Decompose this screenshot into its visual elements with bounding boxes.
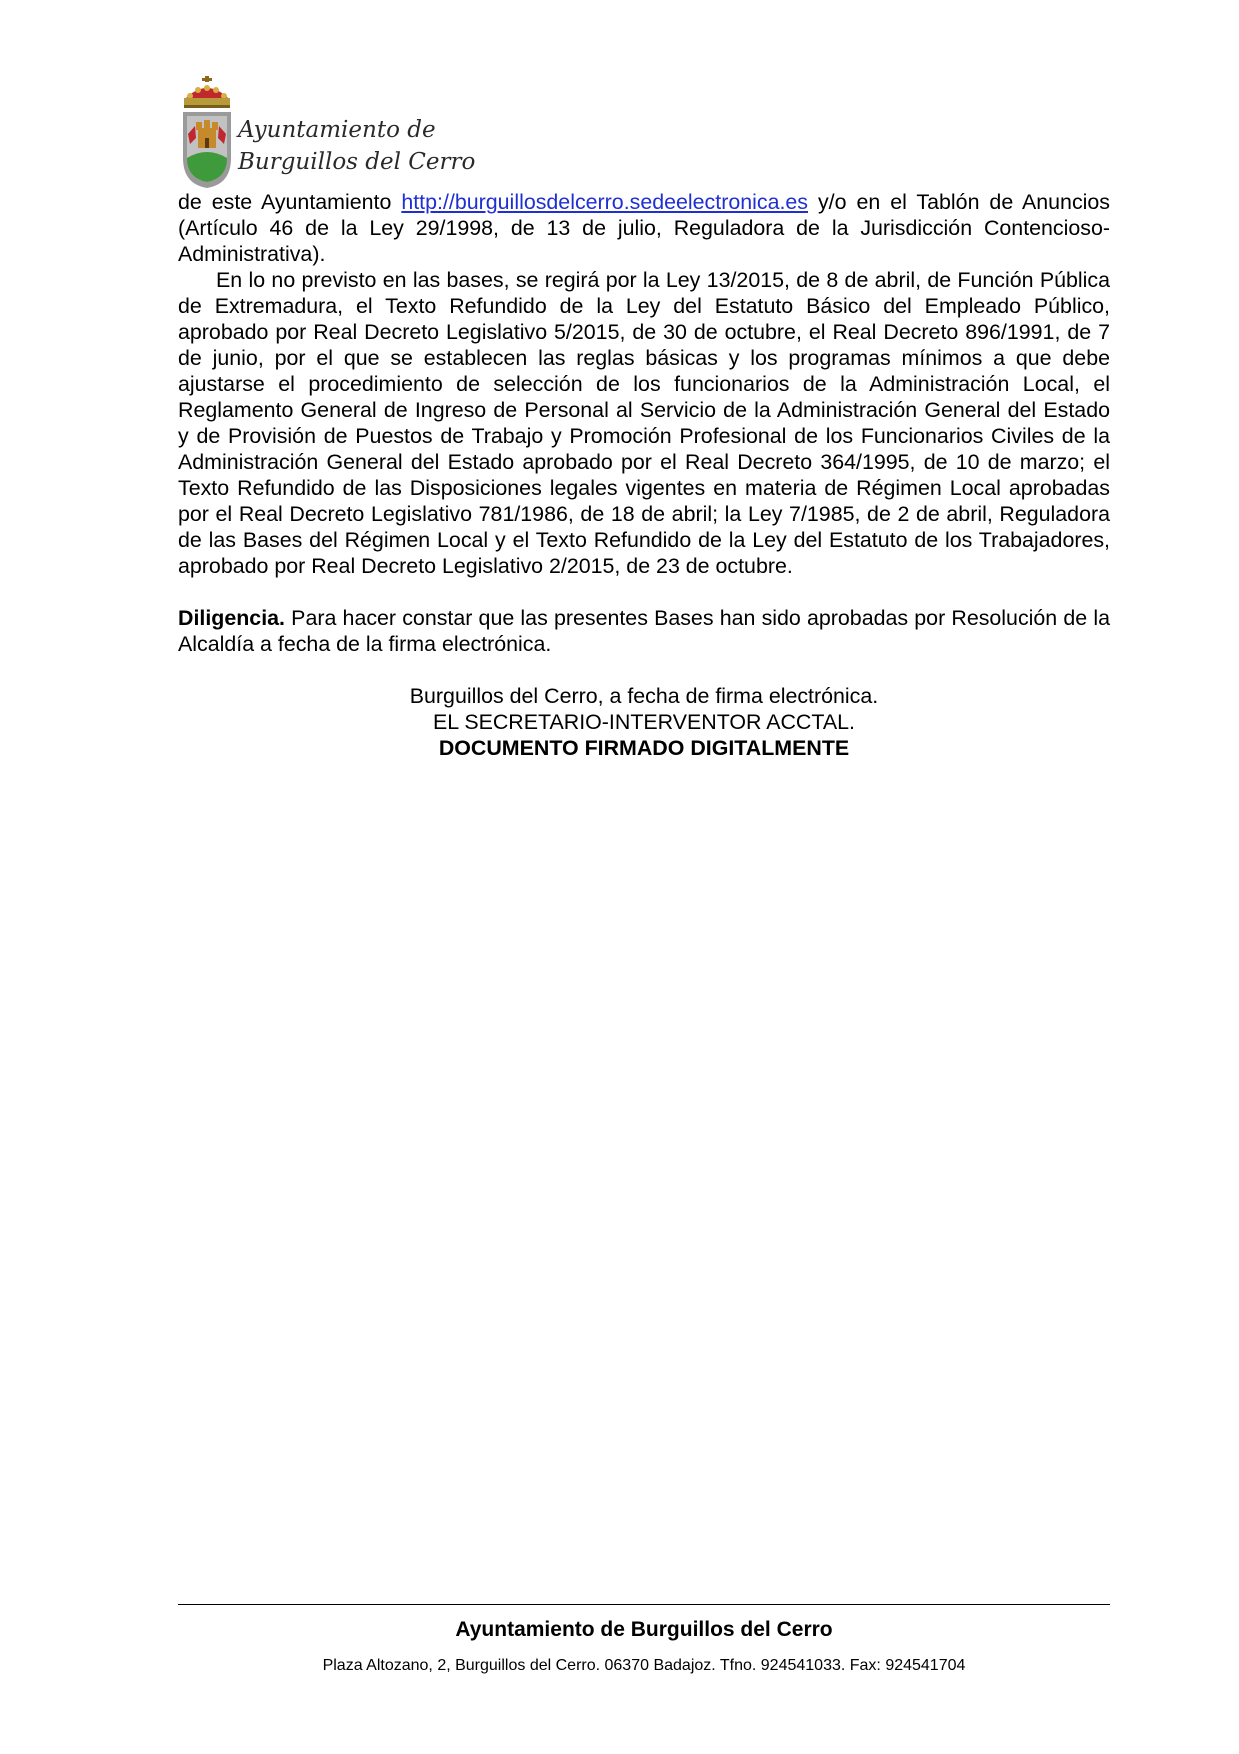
signature-place-date: Burguillos del Cerro, a fecha de firma electrónica.: [409, 684, 879, 708]
logo-line-2: Burguillos del Cerro: [238, 149, 476, 175]
paragraph-text: y/o en el Tablón de Anuncios (Artículo 46 de la Ley 29/1998, de 13 de julio, Reguladora de la Jurisdicción Contencioso-Administrativa).: [178, 190, 1110, 266]
paragraph-publication: [178, 189, 1110, 267]
letterhead: [178, 76, 478, 188]
signature-signed-notice: DOCUMENTO FIRMADO DIGITALMENTE: [438, 736, 850, 760]
footer-title: Ayuntamiento de Burguillos del Cerro: [455, 1618, 833, 1641]
document-body: [178, 189, 1110, 761]
sede-electronica-link[interactable]: http://burguillosdelcerro.sedeelectronica.es: [401, 190, 808, 214]
logo-text: [238, 114, 475, 178]
paragraph-diligencia: [178, 605, 1110, 657]
footer-address: Plaza Altozano, 2, Burguillos del Cerro. 06370 Badajoz. Tfno. 924541033. Fax: 924541704: [322, 1657, 966, 1674]
paragraph-legal-framework: En lo no previsto en las bases, se regirá por la Ley 13/2015, de 8 de abril, de Función Pública de Extremadura, el Texto Refundido de la Ley del Estatuto Básico del Empleado Público, aprobado por Real Decreto Legislativo 5/2015, de 30 de octubre, el Real Decreto 896/1991, de 7 de junio, por el que se establecen las reglas básicas y los programas mínimos a que debe ajustarse el procedimiento de selección de los funcionarios de la Administración Local, el Reglamento General de Ingreso de Personal al Servicio de la Administración General del Estado y de Provisión de Puestos de Trabajo y Promoción Profesional de los Funcionarios Civiles de la Administración General del Estado aprobado por el Real Decreto 364/1995, de 10 de marzo; el Texto Refundido de las Disposiciones legales vigentes en materia de Régimen Local aprobadas por el Real Decreto Legislativo 781/1986, de 18 de abril; la Ley 7/1985, de 2 de abril, Reguladora de las Bases del Régimen Local y el Texto Refundido de la Ley del Estatuto de los Trabajadores, aprobado por Real Decreto Legislativo 2/2015, de 23 de octubre.: [178, 268, 1110, 578]
signature-role: EL SECRETARIO-INTERVENTOR ACCTAL.: [433, 710, 855, 734]
diligencia-text: Para hacer constar que las presentes Bases han sido aprobadas por Resolución de la Alcaldía a fecha de la firma electrónica.: [178, 606, 1110, 656]
diligencia-label: Diligencia.: [178, 606, 285, 630]
footer-divider: [178, 1604, 1110, 1605]
paragraph-text: de este Ayuntamiento: [178, 190, 402, 214]
logo-line-1: Ayuntamiento de: [238, 117, 436, 143]
coat-of-arms-logo: [178, 76, 236, 188]
